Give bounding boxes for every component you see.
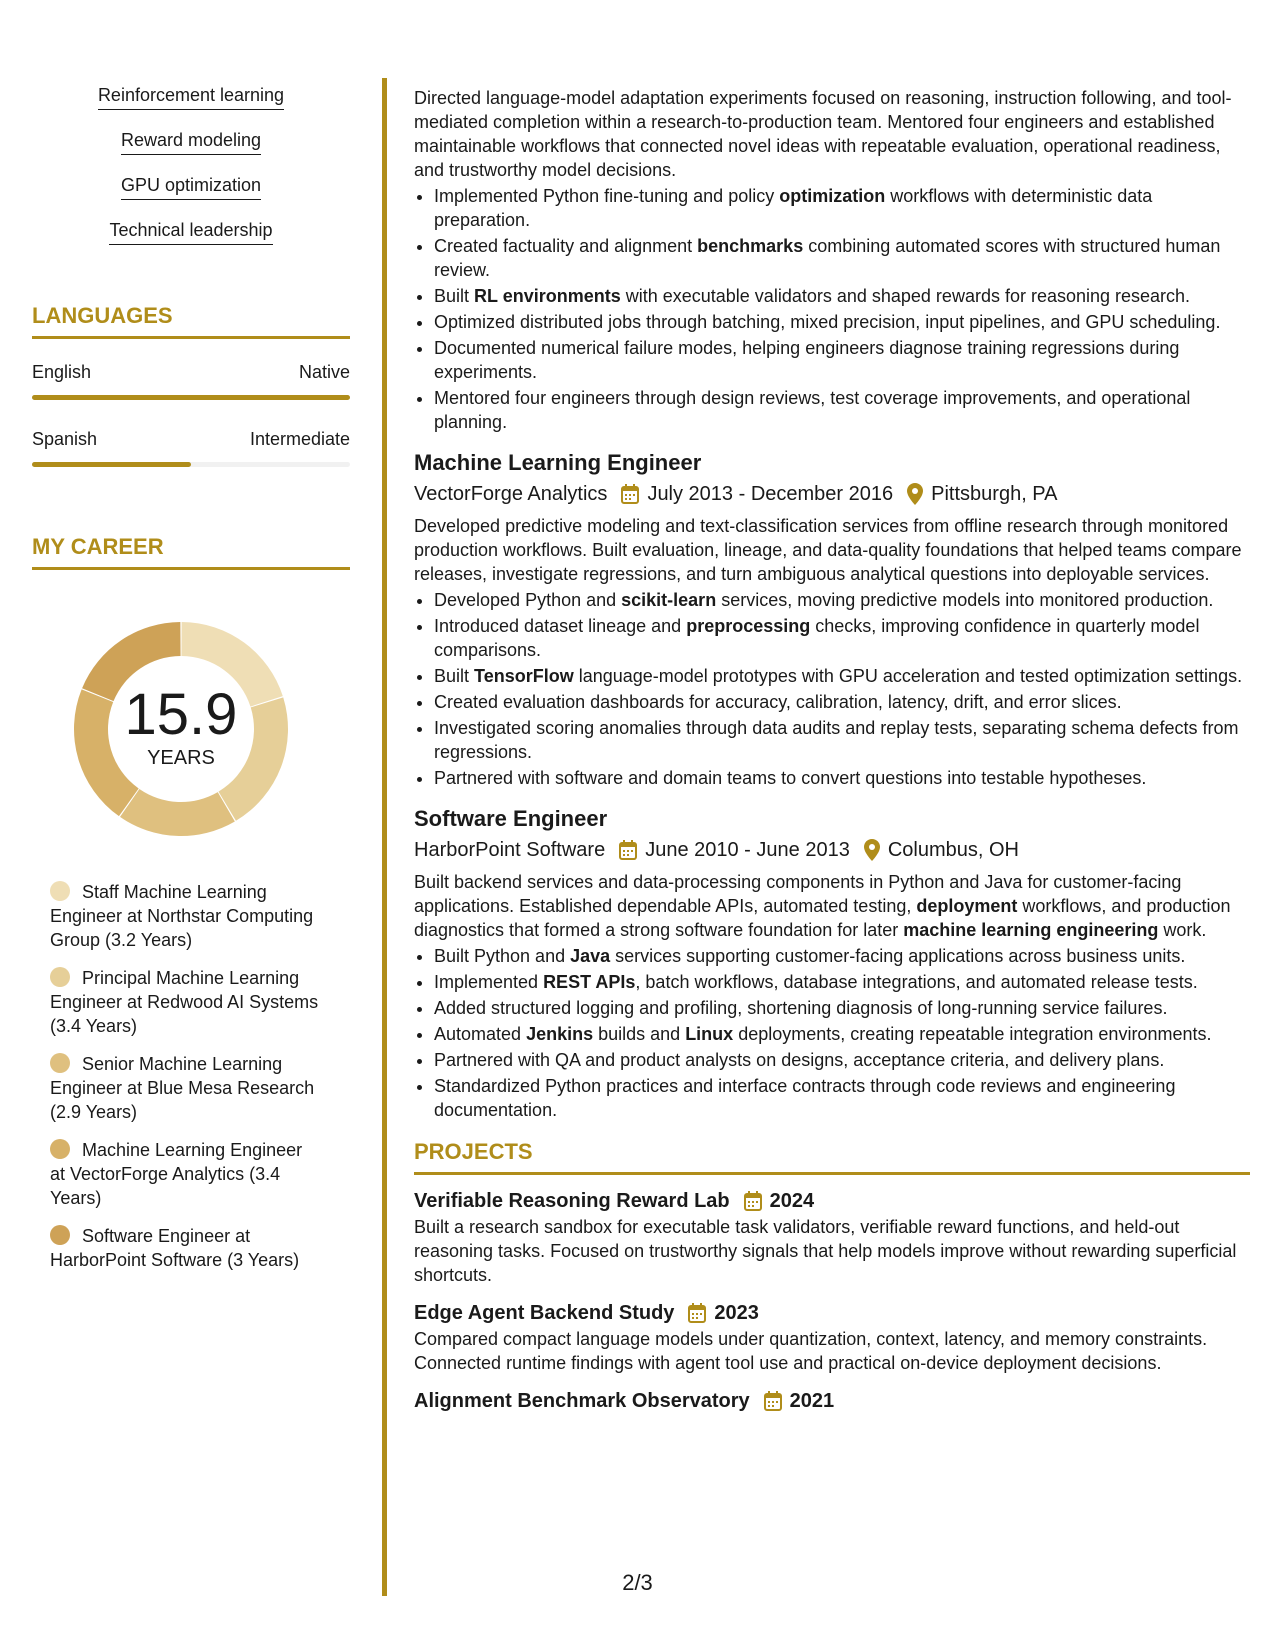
- job-location: Columbus, OH: [887, 839, 1019, 861]
- language-bar: [32, 462, 350, 467]
- bold-keyword: scikit-learn: [621, 590, 717, 610]
- bullet-item: • Developed Python and scikit-learn services, moving predictive models into monitored production.: [434, 588, 1250, 612]
- career-heading: MY CAREER: [32, 533, 350, 570]
- intro-bullets: [414, 184, 1250, 434]
- skill-item: Reward modeling: [121, 129, 261, 155]
- bold-keyword: benchmarks: [697, 236, 804, 256]
- project-year: 2023: [714, 1302, 759, 1324]
- legend-label: Software Engineer at HarborPoint Software (3 Years): [50, 1226, 300, 1270]
- legend-label: Machine Learning Engineer at VectorForge Analytics (3.4 Years): [50, 1140, 303, 1208]
- language-bar-fill: [32, 395, 350, 400]
- projects-heading: PROJECTS: [414, 1138, 1250, 1175]
- career-legend: [50, 880, 320, 1272]
- legend-label: Senior Machine Learning Engineer at Blue Mesa Research (2.9 Years): [50, 1054, 315, 1122]
- job-title: Software Engineer: [414, 806, 608, 831]
- bold-keyword: machine learning engineering: [903, 920, 1159, 940]
- bold-keyword: RL environments: [474, 286, 621, 306]
- job-title: Machine Learning Engineer: [414, 450, 702, 475]
- calendar-icon: [744, 1191, 762, 1211]
- project-year: 2021: [789, 1390, 835, 1412]
- location-pin-icon: [864, 839, 880, 861]
- bold-keyword: Java: [570, 946, 611, 966]
- bullet-item: • Added structured logging and profiling, shortening diagnosis of long-running service failures.: [434, 996, 1250, 1020]
- legend-item: [50, 1052, 320, 1124]
- location-pin-icon: [907, 483, 923, 505]
- project-year: 2024: [769, 1190, 815, 1212]
- job-meta: [414, 480, 1250, 508]
- job-company: HarborPoint Software: [414, 839, 606, 861]
- language-name: English: [32, 362, 92, 382]
- job-summary: Developed predictive modeling and text-classification services from offline research through monitored production workflows. Built evaluation, lineage, and data-quality foundations that helped teams compare releases, investigate regressions, and turn ambiguous analytical questions into deployable services.: [414, 516, 1242, 584]
- legend-dot: [50, 1139, 70, 1159]
- bold-keyword: Jenkins: [526, 1024, 594, 1044]
- legend-item: [50, 1224, 320, 1272]
- project-header: [414, 1299, 1250, 1327]
- career-donut-chart: [66, 614, 296, 844]
- column-divider: [382, 78, 387, 1596]
- calendar-icon: [764, 1391, 782, 1411]
- job-entry: [414, 448, 1250, 790]
- legend-dot: [50, 1053, 70, 1073]
- career-total: 15.9: [124, 682, 238, 747]
- skill-item: GPU optimization: [121, 174, 261, 200]
- legend-label: Principal Machine Learning Engineer at Redwood AI Systems (3.4 Years): [50, 968, 319, 1036]
- bullet-item: • Documented numerical failure modes, helping engineers diagnose training regressions during experiments.: [434, 336, 1250, 384]
- legend-item: [50, 966, 320, 1038]
- bullet-item: • Built TensorFlow language-model prototypes with GPU acceleration and tested optimization settings.: [434, 664, 1250, 688]
- project-description: Built a research sandbox for executable task validators, verifiable reward functions, and held-out reasoning tasks. Focused on trustworthy signals that help models improve without rewarding superficial shortcuts.: [414, 1217, 1237, 1285]
- job-intro: Directed language-model adaptation experiments focused on reasoning, instruction following, and tool-mediated completion within a research-to-production team. Mentored four engineers and established maintainable workflows that connected novel ideas with repeatable evaluation, operational readiness, and trustworthy model decisions.: [414, 88, 1232, 180]
- left-column: [32, 84, 350, 1286]
- language-entry: [32, 428, 350, 467]
- skill-item: Technical leadership: [109, 219, 272, 245]
- project-title: Alignment Benchmark Observatory: [414, 1390, 750, 1412]
- bullet-item: • Investigated scoring anomalies through data audits and replay tests, separating schema defects from regressions.: [434, 716, 1250, 764]
- bullet-item: • Built RL environments with executable validators and shaped rewards for reasoning research.: [434, 284, 1250, 308]
- legend-dot: [50, 967, 70, 987]
- job-entry: [414, 804, 1250, 1122]
- skill-item: Reinforcement learning: [98, 84, 284, 110]
- projects-list: [414, 1187, 1250, 1415]
- bold-keyword: TensorFlow: [474, 666, 574, 686]
- bullet-item: • Created evaluation dashboards for accuracy, calibration, latency, drift, and error slices.: [434, 690, 1250, 714]
- legend-dot: [50, 1225, 70, 1245]
- job-dates: July 2013 - December 2016: [647, 483, 894, 505]
- project-entry: [414, 1299, 1250, 1375]
- language-bar-fill: [32, 462, 191, 467]
- calendar-icon: [688, 1303, 706, 1323]
- legend-item: [50, 880, 320, 952]
- legend-item: [50, 1138, 320, 1210]
- bold-keyword: preprocessing: [686, 616, 811, 636]
- project-title: Edge Agent Backend Study: [414, 1302, 675, 1324]
- job-company: VectorForge Analytics: [414, 483, 608, 505]
- calendar-icon: [619, 840, 637, 860]
- skills-list: [32, 84, 350, 264]
- language-level: Native: [298, 362, 350, 382]
- legend-dot: [50, 881, 70, 901]
- language-name: Spanish: [32, 429, 98, 449]
- bold-keyword: optimization: [779, 186, 886, 206]
- project-description: Compared compact language models under quantization, context, latency, and memory constraints. Connected runtime findings with agent tool use and practical on-device deployment decisions.: [414, 1329, 1208, 1373]
- language-entry: [32, 361, 350, 400]
- job-location: Pittsburgh, PA: [931, 483, 1058, 505]
- project-header: [414, 1387, 1250, 1415]
- project-entry: [414, 1187, 1250, 1287]
- bullet-item: • Mentored four engineers through design reviews, test coverage improvements, and operational planning.: [434, 386, 1250, 434]
- bullet-item: • Implemented REST APIs, batch workflows, database integrations, and automated release tests.: [434, 970, 1250, 994]
- bullet-item: • Introduced dataset lineage and preprocessing checks, improving confidence in quarterly model comparisons.: [434, 614, 1250, 662]
- bullet-item: • Automated Jenkins builds and Linux deployments, creating repeatable integration environments.: [434, 1022, 1250, 1046]
- page-number: 2/3: [622, 1570, 653, 1595]
- bullet-item: • Partnered with software and domain teams to convert questions into testable hypotheses.: [434, 766, 1250, 790]
- language-level: Intermediate: [249, 429, 350, 449]
- job-bullets: [414, 588, 1250, 790]
- calendar-icon: [621, 484, 639, 504]
- legend-label: Staff Machine Learning Engineer at Northstar Computing Group (3.2 Years): [50, 882, 314, 950]
- bullet-item: • Created factuality and alignment benchmarks combining automated scores with structured human review.: [434, 234, 1250, 282]
- job-dates: June 2010 - June 2013: [645, 839, 850, 861]
- project-title: Verifiable Reasoning Reward Lab: [414, 1190, 730, 1212]
- project-entry: [414, 1387, 1250, 1415]
- job-meta: [414, 836, 1250, 864]
- language-bar: [32, 395, 350, 400]
- bullet-item: • Partnered with QA and product analysts on designs, acceptance criteria, and delivery plans.: [434, 1048, 1250, 1072]
- right-column: [414, 86, 1250, 1415]
- bold-keyword: deployment: [916, 896, 1018, 916]
- job-summary: Built backend services and data-processing components in Python and Java for customer-facing applications. Established dependable APIs, automated testing, deployment workflows, and production diagnostics that formed a strong software foundation for later machine learning engineering work.: [414, 872, 1231, 940]
- bullet-item: • Built Python and Java services supporting customer-facing applications across business units.: [434, 944, 1250, 968]
- job-bullets: [414, 944, 1250, 1122]
- bold-keyword: Linux: [685, 1024, 734, 1044]
- languages-heading: LANGUAGES: [32, 302, 350, 339]
- career-unit: YEARS: [147, 747, 215, 769]
- bullet-item: • Implemented Python fine-tuning and policy optimization workflows with deterministic data preparation.: [434, 184, 1250, 232]
- bullet-item: • Optimized distributed jobs through batching, mixed precision, input pipelines, and GPU scheduling.: [434, 310, 1250, 334]
- bullet-item: • Standardized Python practices and interface contracts through code reviews and engineering documentation.: [434, 1074, 1250, 1122]
- bold-keyword: REST APIs: [543, 972, 636, 992]
- project-header: [414, 1187, 1250, 1215]
